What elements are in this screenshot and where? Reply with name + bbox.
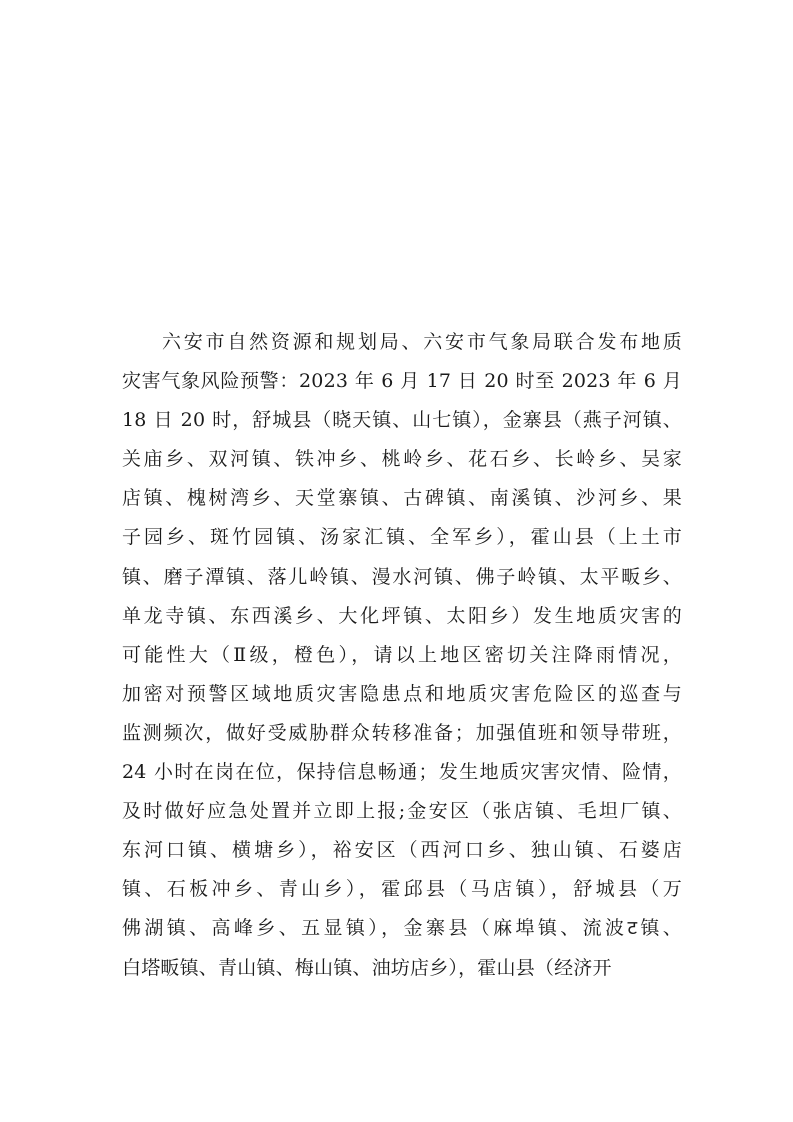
paragraph-line: 佛湖镇、高峰乡、五显镇），金寨县（麻埠镇、流波ट镇、 bbox=[122, 917, 682, 940]
paragraph-line: 镇、石板冲乡、青山乡），霍邱县（马店镇），舒城县（万 bbox=[122, 878, 682, 901]
paragraph-line: 东河口镇、横塘乡），裕安区（西河口乡、独山镇、石婆店 bbox=[122, 839, 682, 862]
paragraph-line: 加密对预警区域地质灾害隐患点和地质灾害危险区的巡查与 bbox=[122, 682, 682, 705]
paragraph-line: 24 小时在岗在位，保持信息畅通；发生地质灾害灾情、险情， bbox=[122, 761, 682, 784]
paragraph-line: 白塔畈镇、青山镇、梅山镇、油坊店乡），霍山县（经济开 bbox=[122, 956, 612, 979]
warning-paragraph bbox=[122, 323, 682, 988]
paragraph-line: 监测频次，做好受威胁群众转移准备；加强值班和领导带班， bbox=[122, 721, 682, 744]
paragraph-line: 灾害气象风险预警：2023 年 6 月 17 日 20 时至 2023 年 6 月 bbox=[122, 370, 682, 393]
paragraph-line: 店镇、槐树湾乡、天堂寨镇、古碑镇、南溪镇、沙河乡、果 bbox=[122, 487, 682, 510]
paragraph-line: 镇、磨子潭镇、落儿岭镇、漫水河镇、佛子岭镇、太平畈乡、 bbox=[122, 565, 682, 588]
paragraph-line: 单龙寺镇、东西溪乡、大化坪镇、太阳乡）发生地质灾害的 bbox=[122, 604, 682, 627]
paragraph-line: 六安市自然资源和规划局、六安市气象局联合发布地质 bbox=[162, 331, 682, 353]
paragraph-line: 子园乡、斑竹园镇、汤家汇镇、全军乡），霍山县（上土市 bbox=[122, 526, 682, 549]
paragraph-line: 及时做好应急处置并立即上报;金安区（张店镇、毛坦厂镇、 bbox=[122, 800, 682, 823]
paragraph-line: 可能性大（Ⅱ级，橙色），请以上地区密切关注降雨情况， bbox=[122, 643, 682, 666]
paragraph-line: 18 日 20 时，舒城县（晓天镇、山七镇），金寨县（燕子河镇、 bbox=[122, 409, 682, 432]
paragraph-line: 关庙乡、双河镇、铁冲乡、桃岭乡、花石乡、长岭乡、吴家 bbox=[122, 448, 682, 471]
